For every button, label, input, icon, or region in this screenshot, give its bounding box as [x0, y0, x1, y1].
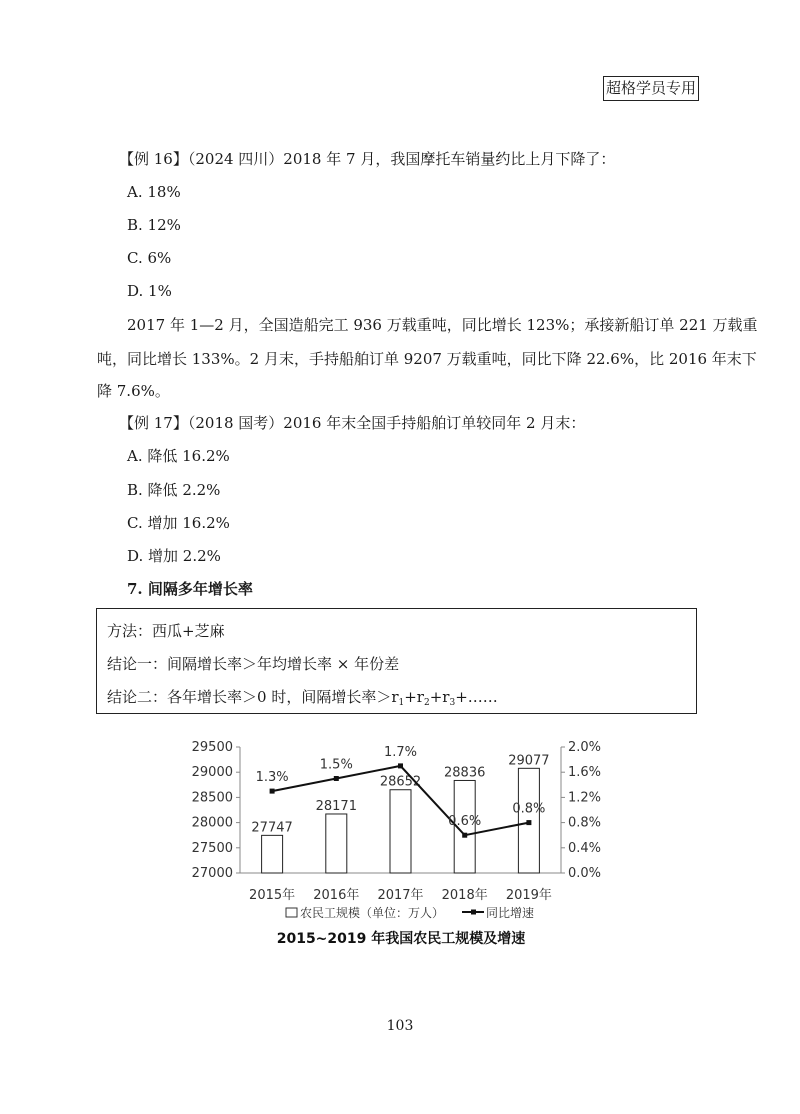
bar-value-label: 28652: [379, 774, 422, 790]
growth-rate-label: 0.8%: [512, 801, 546, 817]
material-line-1: 2017 年 1—2 月，全国造船完工 936 万载重吨，同比增长 123%；承接新船订单 221 万载重: [127, 316, 758, 334]
conclusion-two-text: 结论二：各年增长率＞0 时，间隔增长率＞r: [107, 688, 399, 706]
method-line: 方法：西瓜+芝麻: [107, 622, 225, 640]
bar-value-label: 29077: [508, 753, 550, 769]
example17-option-c: C. 增加 16.2%: [127, 514, 230, 532]
migrant-worker-chart: [180, 730, 620, 955]
growth-rate-label: 1.7%: [383, 744, 418, 760]
y2-tick-label: 0.0%: [568, 866, 602, 881]
subscript-3: 3: [449, 698, 456, 708]
plus-sign: +: [404, 688, 417, 706]
growth-rate-point: [398, 763, 403, 768]
plus-sign: +: [429, 688, 443, 706]
y-tick-label: 29500: [191, 740, 233, 755]
method-box: [96, 608, 697, 714]
conclusion-one: 结论一：间隔增长率＞年均增长率 × 年份差: [107, 655, 400, 673]
x-tick-label: 2016年: [313, 888, 360, 903]
bar-value-label: 27747: [251, 820, 293, 836]
bar: [390, 790, 411, 873]
growth-rate-point: [334, 776, 339, 781]
x-tick-label: 2015年: [249, 888, 296, 903]
growth-rate-label: 1.5%: [319, 757, 353, 773]
growth-rate-point: [526, 820, 531, 825]
subscript-2: 2: [423, 698, 430, 708]
legend-line-label: 同比增速: [486, 906, 535, 920]
example17-question: 【例 17】（2018 国考）2016 年末全国手持船舶订单较同年 2 月末：: [119, 414, 586, 432]
x-tick-label: 2019年: [505, 888, 552, 903]
example17-option-b: B. 降低 2.2%: [127, 481, 221, 499]
example16-question: 【例 16】（2024 四川）2018 年 7 月，我国摩托车销量约比上月下降了：: [119, 150, 616, 168]
bar: [326, 814, 347, 873]
legend-bar-swatch: [286, 908, 297, 917]
y2-tick-label: 1.2%: [568, 790, 602, 806]
example16-option-c: C. 6%: [127, 249, 172, 267]
y-tick-label: 27500: [191, 840, 233, 856]
y-tick-label: 28500: [191, 790, 233, 806]
y2-tick-label: 0.8%: [568, 815, 602, 831]
example16-option-b: B. 12%: [127, 216, 181, 234]
legend-bar-label: 农民工规模（单位：万人）: [300, 906, 445, 920]
y2-tick-label: 2.0%: [568, 740, 602, 755]
growth-rate-label: 0.6%: [448, 814, 482, 830]
example17-option-d: D. 增加 2.2%: [127, 547, 221, 565]
material-line-3: 降 7.6%。: [97, 382, 170, 400]
bar: [262, 835, 283, 873]
example17-option-a: A. 降低 16.2%: [127, 447, 230, 465]
y2-tick-label: 0.4%: [568, 840, 602, 856]
bar-value-label: 28171: [315, 798, 357, 814]
growth-rate-point: [270, 789, 275, 794]
growth-rate-label: 1.3%: [255, 770, 289, 786]
bar-value-label: 28836: [444, 765, 486, 781]
y-tick-label: 28000: [191, 815, 233, 831]
example16-option-a: A. 18%: [127, 183, 181, 201]
subscript-1: 1: [398, 698, 405, 708]
y-tick-label: 29000: [191, 765, 233, 781]
section-title: 7. 间隔多年增长率: [127, 580, 253, 598]
y2-tick-label: 1.6%: [568, 765, 602, 781]
student-only-badge: 超格学员专用: [603, 76, 699, 101]
material-line-2: 吨，同比增长 133%。2 月末，手持船舶订单 9207 万载重吨，同比下降 22.6%，比 2016 年末下: [97, 350, 757, 368]
page-number: 103: [386, 1018, 414, 1034]
y-tick-label: 27000: [191, 866, 233, 881]
conclusion-two: 结论二：各年增长率＞0 时，间隔增长率$>r_1+r_2+r_3+\dots\dots$: [107, 688, 498, 708]
x-tick-label: 2017年: [377, 888, 424, 903]
growth-rate-point: [462, 833, 467, 838]
ellipsis: +……: [455, 688, 498, 706]
legend-line-marker: [471, 910, 476, 915]
example16-option-d: D. 1%: [127, 282, 172, 300]
chart-title: 2015~2019 年我国农民工规模及增速: [276, 931, 526, 947]
x-tick-label: 2018年: [441, 888, 488, 903]
